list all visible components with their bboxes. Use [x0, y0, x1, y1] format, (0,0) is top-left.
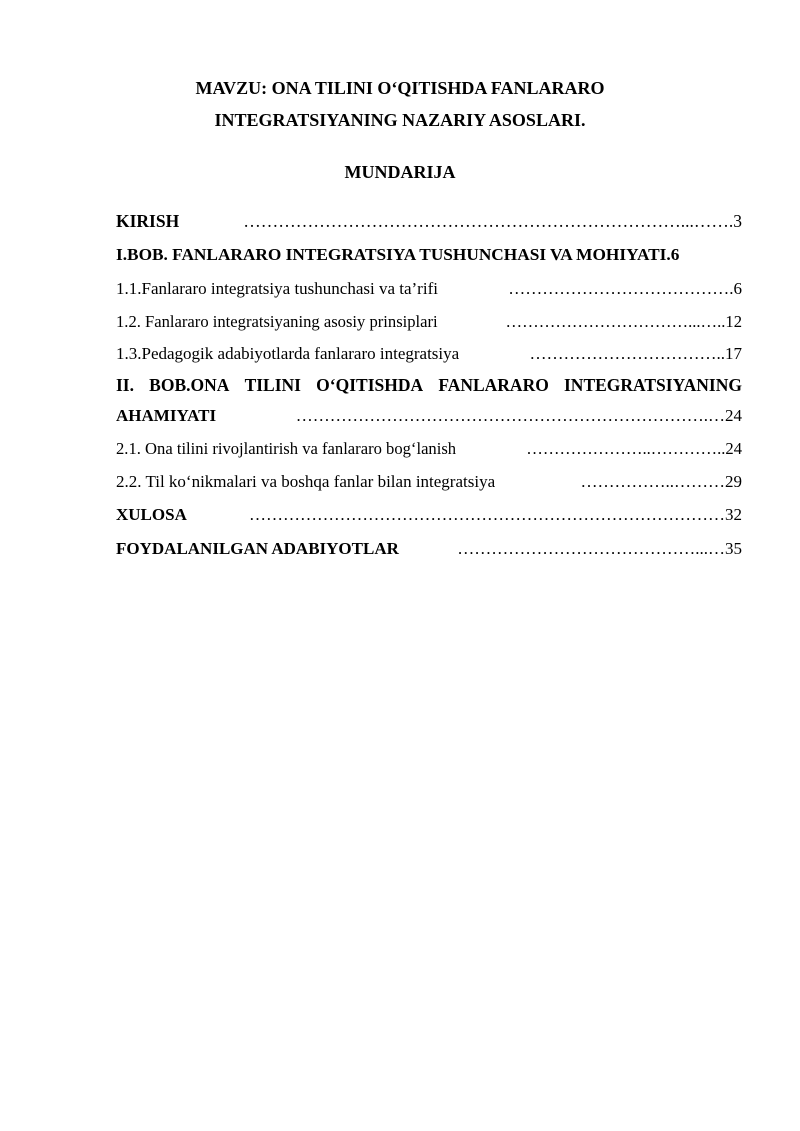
toc-page-number: 24	[725, 406, 742, 425]
toc-page-number: 24	[725, 439, 742, 458]
toc-label: 2.2. Til ko‘nikmalari va boshqa fanlar bilan integratsiya	[116, 472, 496, 491]
toc-page-number: 35	[725, 539, 742, 558]
toc-label: XULOSA	[116, 505, 187, 524]
toc-page-number: 6	[733, 279, 742, 298]
toc-word: II.	[116, 375, 134, 395]
toc-entry-references	[116, 538, 742, 560]
topic-title-line-1: MAVZU: ONA TILINI O‘QITISHDA FANLARARO	[195, 78, 605, 98]
contents-heading: MUNDARIJA	[344, 162, 456, 182]
toc-label: 1.3.Pedagogik adabiyotlarda fanlararo integratsiya	[116, 344, 460, 363]
toc-page-number: 3	[733, 211, 742, 231]
toc-entry-2-2	[116, 471, 742, 493]
toc-entry-chapter-2	[116, 374, 742, 396]
toc-label: FOYDALANILGAN ADABIYOTLAR	[116, 539, 399, 558]
toc-leader-dots: ……………………………...…..	[505, 312, 726, 331]
toc-page-number: 17	[725, 344, 742, 363]
toc-entry-chapter-1	[116, 244, 742, 266]
toc-label: AHAMIYATI	[116, 406, 217, 425]
toc-word: TILINI	[244, 375, 301, 395]
toc-leader-dots: …………………………………………………………………...…….	[243, 211, 734, 231]
toc-leader-dots: ……………………………………………………………….…	[295, 406, 725, 425]
toc-label: 1.1.Fanlararo integratsiya tushunchasi va ta’rifi	[116, 279, 438, 298]
toc-page-number: 29	[725, 472, 742, 491]
toc-word: BOB.ONA	[149, 375, 230, 395]
toc-entry-chapter-2-cont	[116, 405, 742, 427]
toc-leader-dots: ………………………………….	[508, 279, 734, 298]
toc-entry-1-3	[116, 343, 742, 365]
toc-word: O‘QITISHDA	[316, 375, 424, 395]
toc-leader-dots: ……………………………..	[529, 344, 725, 363]
toc-entry-1-1	[116, 278, 742, 300]
toc-entry-2-1	[116, 438, 742, 460]
toc-leader-dots: …………………………………………………………………………	[249, 505, 725, 524]
toc-page-number: 12	[725, 312, 742, 331]
toc-label: 1.2. Fanlararo integratsiyaning asosiy prinsiplari	[116, 312, 438, 331]
toc-entry-kirish	[116, 210, 742, 232]
toc-leader-dots: ……………………………………...…	[457, 539, 725, 558]
toc-page-number: 32	[725, 505, 742, 524]
toc-leader-dots: ……………..………	[580, 472, 725, 491]
toc-word: FANLARARO	[438, 375, 549, 395]
toc-entry-1-2	[116, 311, 742, 333]
toc-label: KIRISH	[116, 211, 180, 231]
toc-entry-xulosa	[116, 504, 742, 526]
toc-label: I.BOB. FANLARARO INTEGRATSIYA TUSHUNCHASI VA MOHIYATI.6	[116, 245, 680, 264]
topic-title-line-2: INTEGRATSIYANING NAZARIY ASOSLARI.	[214, 110, 586, 130]
toc-leader-dots: …………………..…………..	[526, 439, 726, 458]
toc-word: INTEGRATSIYANING	[564, 375, 742, 395]
toc-label: 2.1. Ona tilini rivojlantirish va fanlararo bog‘lanish	[116, 439, 457, 458]
